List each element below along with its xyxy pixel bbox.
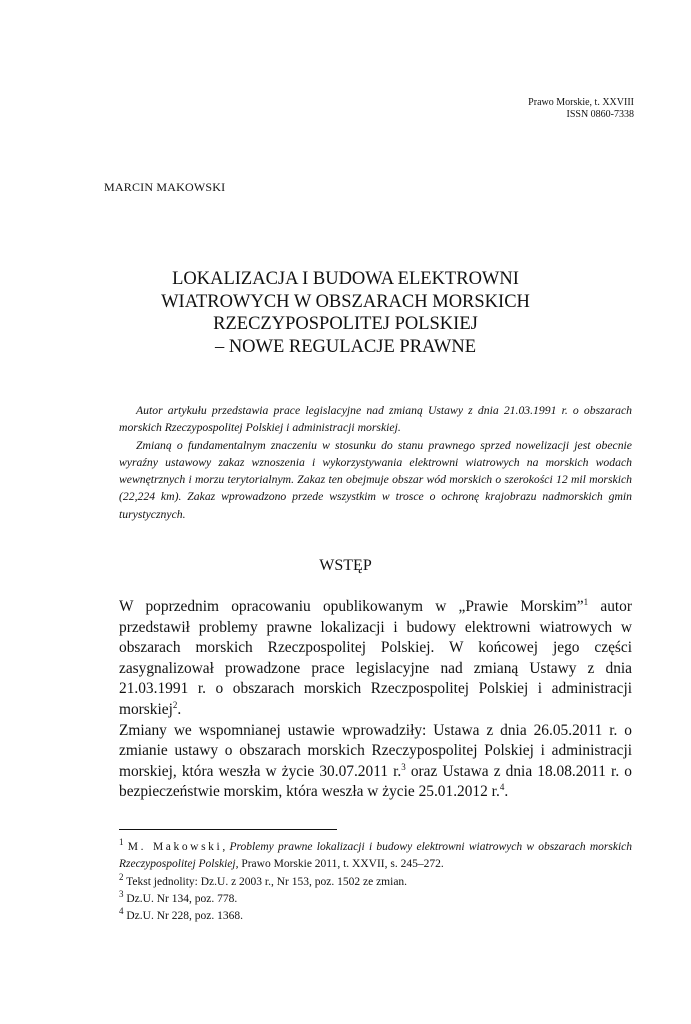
author-name: MARCIN MAKOWSKI [104,180,226,194]
footnote-text: Tekst jednolity: Dz.U. z 2003 r., Nr 153, poz. 1502 ze zmian. [123,875,408,888]
footnote-ref[interactable]: 2 [172,699,178,710]
footnote-number: 1 [119,837,124,848]
footnote-author: M. Makowski [127,841,223,853]
footnote-number: 3 [119,889,124,900]
body-text-run: . [177,700,182,718]
footnotes [119,839,632,925]
body-paragraph [119,721,632,803]
journal-name: Prawo Morskie, t. XXVIII [528,97,634,108]
footnote-divider [119,829,337,830]
journal-issn: ISSN 0860-7338 [566,109,634,120]
footnote-text: Dz.U. Nr 134, poz. 778. [123,892,238,905]
section-heading: WSTĘP [319,557,372,574]
title-line: – NOWE REGULACJE PRAWNE [214,336,477,357]
title-line: RZECZYPOSPOLITEJ POLSKIEJ [213,314,478,334]
footnote: $^1$ M. Makowski, Problemy prawne lokalizacji i budowy elektrowni wiatrowych w obszarach morskich Rzeczypospolitej Polskiej, Prawo Morskie 2011, t. XXVII, s. 245–272. [119,837,633,871]
footnote-ref[interactable]: 4 [499,782,505,793]
footnote-ref[interactable]: 1 [583,596,589,607]
abstract [119,402,632,523]
footnote-text: Dz.U. Nr 228, poz. 1368. [123,910,243,923]
body-text-run: Zmiany we wspomnianej ustawie wprowadziły: Ustawa z dnia 26.05.2011 r. o zmianie ustawy o obszarach morskich Rzeczypospolitej Polskiej i administracji morskiej, która weszła w życie 30.07.2011 r. [119,721,632,780]
footnote-ref[interactable]: 3 [401,761,406,772]
footnote-title: Problemy prawne lokalizacji i budowy elektrowni wiatrowych w obszarach morskich Rzeczypospolitej Polskiej, [119,841,633,871]
body-paragraph [119,597,632,721]
body-text [119,597,632,803]
abstract-paragraph: Autor artykułu przedstawia prace legislacyjne nad zmianą Ustawy z dnia 21.03.1991 r. o obszarach morskich Rzeczypospolitej Polskiej i administracji morskiej. [119,404,632,435]
title-line: WIATROWYCH W OBSZARACH MORSKICH [161,291,530,312]
footnote [119,891,632,908]
title-line: LOKALIZACJA I BUDOWA ELEKTROWNI [172,269,519,289]
footnote [119,908,632,925]
footnote-text: Prawo Morskie 2011, t. XXVII, s. 245–272. [238,858,444,871]
article-title [104,268,587,358]
footnote [119,871,632,891]
body-text-run: W poprzednim opracowaniu opublikowanym w „Prawie Morskim” [119,598,584,615]
footnote-number: 2 [119,871,124,882]
abstract-paragraph: Zmianą o fundamentalnym znaczeniu w stosunku do stanu prawnego sprzed nowelizacji jest obecnie wyraźny ustawowy zakaz wznoszenia i wykorzystywania elektrowni wiatrowych na morskich wodach wewnętrznych i morzu terytorialnym. Zakaz ten obejmuje obszar wód morskich o szerokości 12 mil morskich (22,224 km). Zakaz wprowadzono przede wszystkim w trosce o ochronę krajobrazu nadmorskich gmin turystycznych. [119,438,632,521]
body-text-run: autor przedstawił problemy prawne lokalizacji i budowy elektrowni wiatrowych w obszarach morskich Rzeczpospolitej Polskiej. W końcowej jego części zasygnalizował prowadzone prace legislacyjne nad zmianą Ustawy z dnia 21.03.1991 r. o obszarach morskich Rzeczpospolitej Polskiej i administracji morskiej [119,598,632,718]
body-text-run: oraz Ustawa z dnia 18.08.2011 r. o bezpieczeństwie morskim, która weszła w życie 25.01.2012 r. [119,762,632,801]
body-text-run: . [504,783,509,801]
footnote-number: 4 [119,906,124,917]
journal-reference [528,97,634,121]
